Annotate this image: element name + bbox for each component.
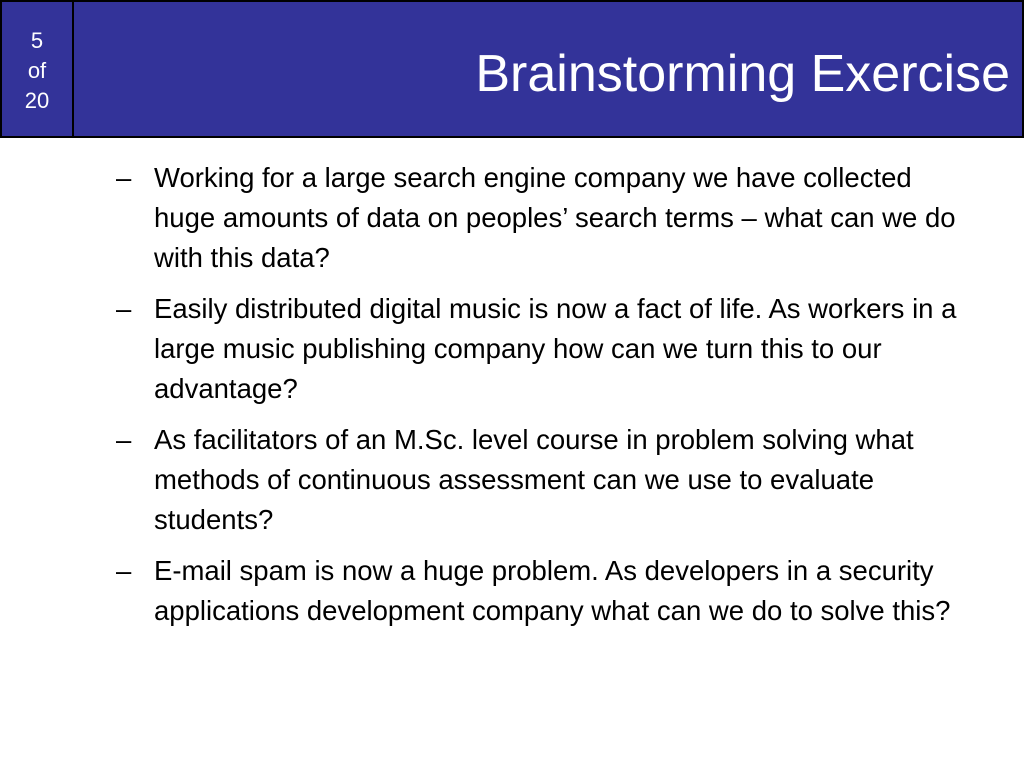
bullet-text: Easily distributed digital music is now a fact of life. As workers in a large music publishing company how can we turn this to our advantage? bbox=[154, 293, 957, 404]
slide-number-current: 5 bbox=[30, 28, 44, 53]
dash-bullet-icon: – bbox=[116, 555, 132, 586]
bullet-text: Working for a large search engine company we have collected huge amounts of data on peoples’ search terms – what can we do with this data? bbox=[154, 162, 956, 273]
slide-header bbox=[0, 0, 1024, 138]
dash-bullet-icon: – bbox=[116, 424, 132, 455]
dash-bullet-icon: – bbox=[116, 293, 132, 324]
bullet-item bbox=[116, 420, 976, 540]
bullet-text: E-mail spam is now a huge problem. As developers in a security applications development company what can we do to solve this? bbox=[154, 555, 951, 626]
dash-bullet-icon: – bbox=[116, 162, 132, 193]
slide-number-total: 20 bbox=[24, 88, 50, 113]
bullet-list bbox=[116, 158, 976, 642]
bullet-item bbox=[116, 158, 976, 278]
slide-counter bbox=[2, 2, 74, 136]
bullet-item bbox=[116, 289, 976, 409]
bullet-item bbox=[116, 551, 976, 631]
bullet-text: As facilitators of an M.Sc. level course in problem solving what methods of continuous assessment can we use to evaluate students? bbox=[154, 424, 914, 535]
slide-number-of: of bbox=[27, 58, 47, 83]
slide-title: Brainstorming Exercise bbox=[475, 45, 1010, 103]
